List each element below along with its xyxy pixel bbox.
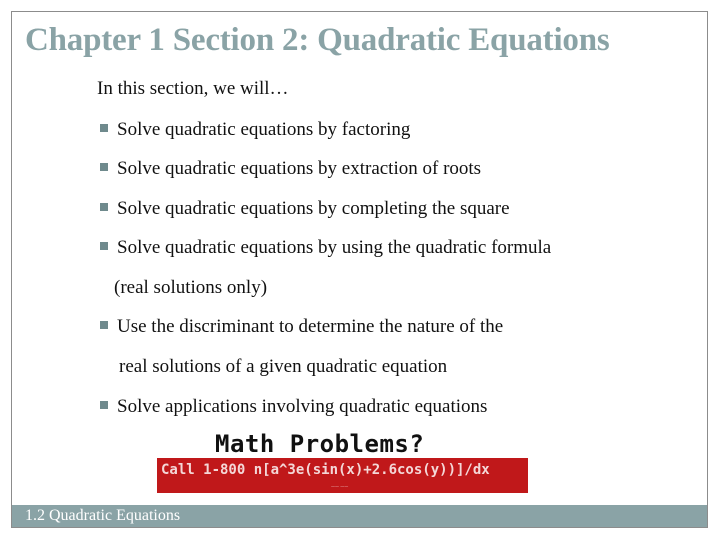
intro-text: In this section, we will… (97, 78, 289, 99)
math-problems-graphic (157, 430, 528, 493)
graphic-small-text: —— —— (331, 484, 349, 489)
footer-text: 1.2 Quadratic Equations (25, 507, 181, 524)
bullet-item-quadratic-formula (100, 237, 551, 259)
bullet-text: Solve quadratic equations by completing the square (117, 198, 510, 219)
bullet-item-discriminant (100, 316, 503, 338)
bullet-item-extraction (100, 158, 481, 180)
bullet-item-factoring (100, 119, 410, 141)
bullet-item-completing-square (100, 198, 510, 220)
bullet-continuation-discriminant: real solutions of a given quadratic equation (119, 356, 448, 377)
square-bullet-icon (100, 203, 108, 211)
graphic-call-line: Call 1-800 n[a^3e(sin(x)+2.6cos(y))]/dx (161, 462, 490, 478)
bullet-text: Use the discriminant to determine the nature of the (117, 316, 504, 337)
bullet-text: Solve quadratic equations by using the quadratic formula (117, 237, 552, 258)
square-bullet-icon (100, 321, 108, 329)
square-bullet-icon (100, 242, 108, 250)
square-bullet-icon (100, 401, 108, 409)
square-bullet-icon (100, 124, 108, 132)
bullet-text: Solve quadratic equations by factoring (117, 119, 411, 140)
graphic-red-band (157, 458, 528, 493)
bullet-item-applications (100, 396, 487, 418)
bullet-text: Solve applications involving quadratic equations (117, 396, 488, 417)
graphic-heading: Math Problems? (215, 430, 425, 458)
footer-bar (12, 505, 707, 527)
slide-title: Chapter 1 Section 2: Quadratic Equations (25, 22, 610, 58)
bullet-text: Solve quadratic equations by extraction of roots (117, 158, 482, 179)
square-bullet-icon (100, 163, 108, 171)
bullet-continuation-formula: (real solutions only) (114, 277, 268, 298)
